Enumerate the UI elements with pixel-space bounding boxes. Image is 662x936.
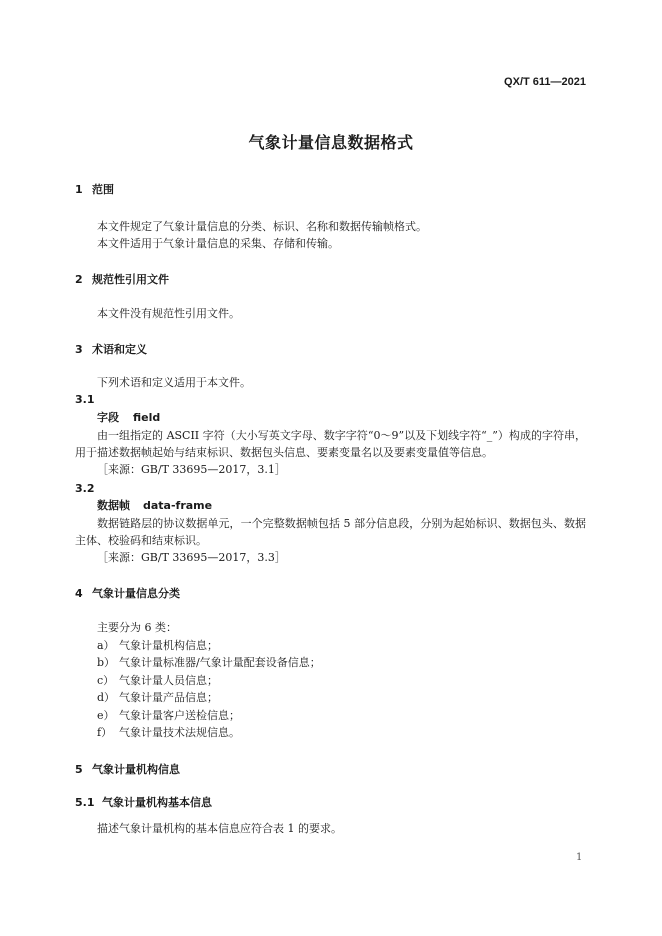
page-title: 气象计量信息数据格式	[248, 133, 414, 152]
paragraph: 描述气象计量机构的基本信息应符合表 1 的要求。	[97, 822, 342, 835]
paragraph: 下列术语和定义适用于本文件。	[97, 376, 251, 389]
page-number: 1	[576, 852, 583, 863]
term-english: field	[133, 411, 161, 424]
list-item-text: 气象计量标准器/气象计量配套设备信息；	[119, 656, 321, 669]
section-number: 3	[75, 343, 83, 356]
list-marker: e）	[97, 709, 115, 722]
paragraph: 本文件没有规范性引用文件。	[97, 307, 240, 320]
paragraph: 主要分为 6 类：	[97, 621, 177, 634]
section-number: 4	[75, 587, 83, 600]
list-item-text: 气象计量人员信息；	[119, 674, 218, 687]
section-number: 5	[75, 763, 83, 776]
list-marker: a）	[97, 639, 115, 652]
definition-source: ［来源：GB/T 33695—2017，3.1］	[97, 463, 286, 476]
section-heading: 规范性引用文件	[92, 273, 169, 286]
subsection-heading: 气象计量机构基本信息	[102, 796, 212, 809]
list-marker: d）	[97, 691, 116, 704]
definition-line: 数据链路层的协议数据单元，一个完整数据帧包括 5 部分信息段，分别为起始标识、数据包头、数据	[97, 517, 586, 530]
section-number: 1	[75, 183, 83, 196]
definition-line: 由一组指定的 ASCII 字符（大小写英文字母、数字字符“0～9”以及下划线字符“_”）构成的字符串，	[97, 429, 586, 442]
section-heading: 气象计量信息分类	[92, 587, 180, 600]
term-number: 3.2	[75, 482, 95, 495]
document-code: QX/T 611—2021	[504, 76, 586, 88]
list-marker: c）	[97, 674, 115, 687]
section-heading: 术语和定义	[92, 343, 147, 356]
list-marker: f）	[97, 726, 113, 739]
list-item-text: 气象计量产品信息；	[119, 691, 218, 704]
term-chinese: 字段	[97, 411, 119, 424]
list-item-text: 气象计量机构信息；	[119, 639, 218, 652]
definition-line: 用于描述数据帧起始与结束标识、数据包头信息、要素变量名以及要素变量值等信息。	[75, 446, 493, 459]
list-item-text: 气象计量技术法规信息。	[119, 726, 240, 739]
section-number: 2	[75, 273, 83, 286]
paragraph: 本文件适用于气象计量信息的采集、存储和传输。	[97, 237, 339, 250]
term-english: data-frame	[143, 499, 213, 512]
list-item-text: 气象计量客户送检信息；	[119, 709, 240, 722]
definition-source: ［来源：GB/T 33695—2017，3.3］	[97, 551, 286, 564]
section-heading: 气象计量机构信息	[92, 763, 180, 776]
term-chinese: 数据帧	[97, 499, 130, 512]
list-marker: b）	[97, 656, 116, 669]
paragraph: 本文件规定了气象计量信息的分类、标识、名称和数据传输帧格式。	[97, 220, 427, 233]
definition-line: 主体、校验码和结束标识。	[75, 534, 207, 547]
section-heading: 范围	[92, 183, 114, 196]
subsection-number: 5.1	[75, 796, 95, 809]
term-number: 3.1	[75, 393, 95, 406]
